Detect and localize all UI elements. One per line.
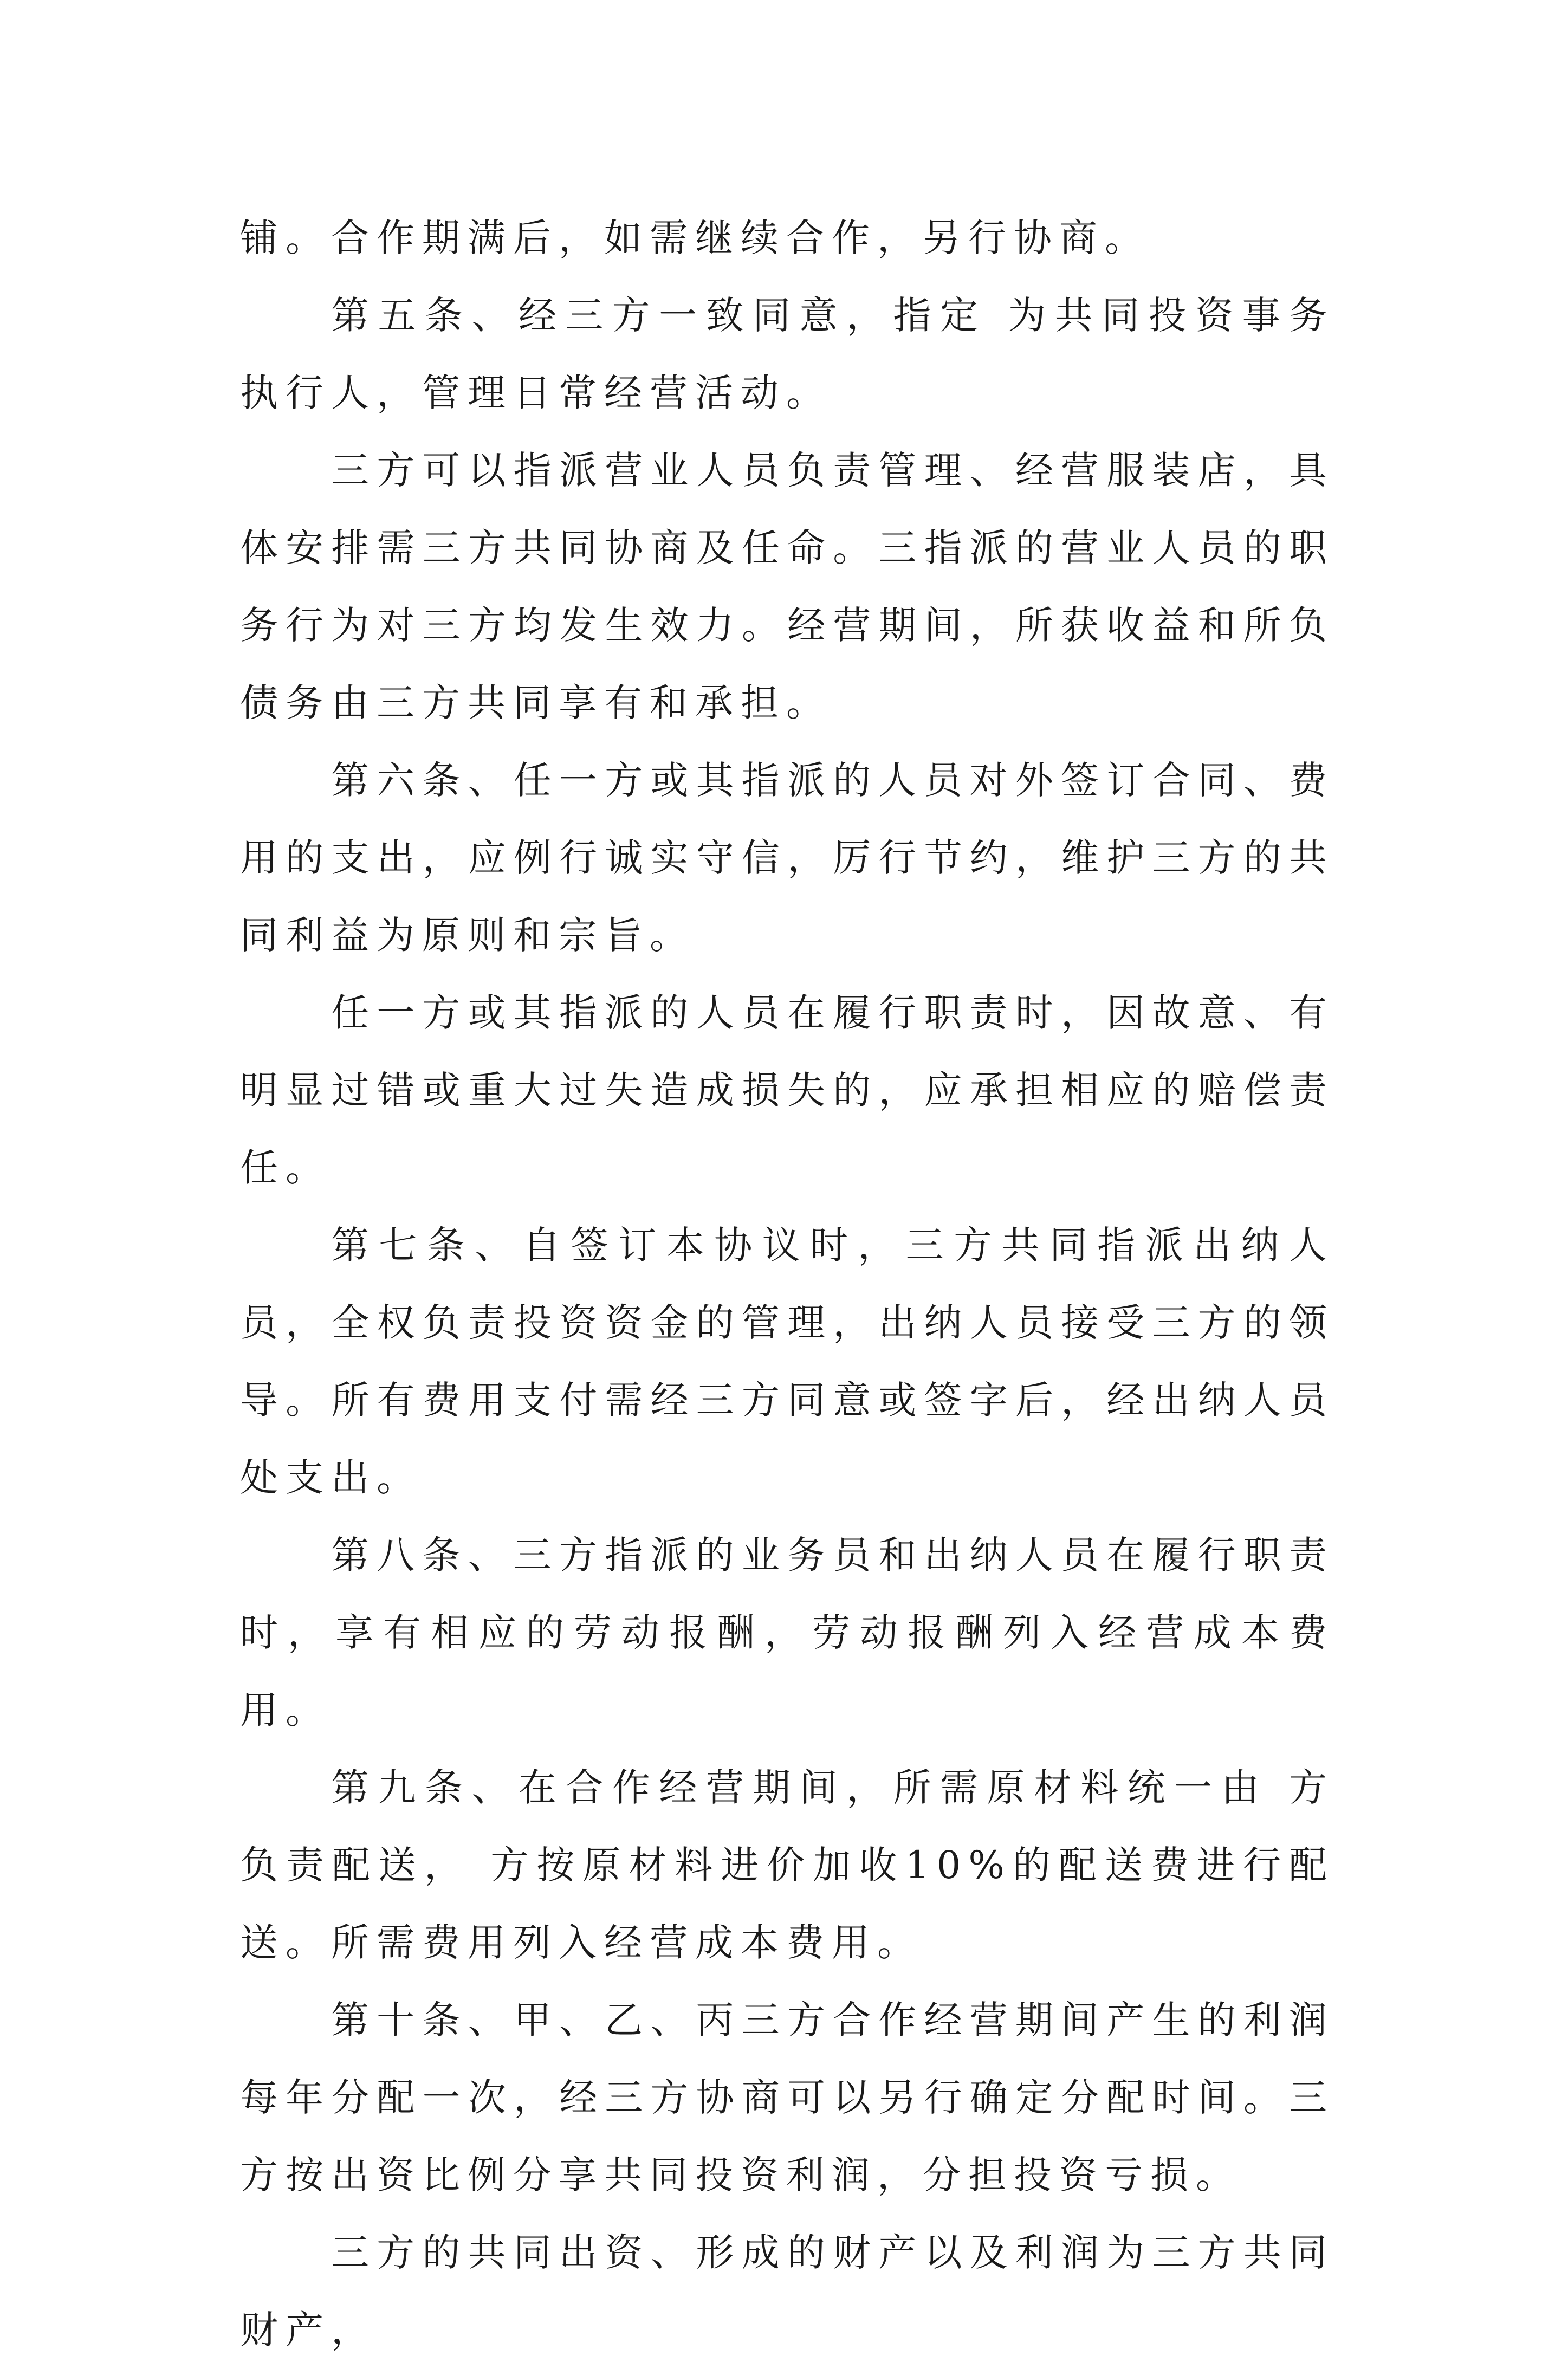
- paragraph-staff-assignment: 三方可以指派营业人员负责管理、经营服装店，具体安排需三方共同协商及任命。三指派的营业人员的职务行为对三方均发生效力。经营期间，所获收益和所负债务由三方共同享有和承担。: [240, 448, 1334, 725]
- paragraph-article-5: 第五条、经三方一致同意，指定 为共同投资事务执行人，管理日常经营活动。: [240, 293, 1334, 415]
- paragraph-article-10: 第十条、甲、乙、丙三方合作经营期间产生的利润每年分配一次，经三方协商可以另行确定分配时间。三方按出资比例分享共同投资利润，分担投资亏损。: [240, 1998, 1334, 2197]
- paragraph-liability: 任一方或其指派的人员在履行职责时，因故意、有明显过错或重大过失造成损失的，应承担相应的赔偿责任。: [240, 991, 1334, 1190]
- paragraph-common-property: 三方的共同出资、形成的财产以及利润为三方共同财产，: [240, 2230, 1334, 2352]
- paragraph-continuation: 铺。合作期满后，如需继续合作，另行协商。: [240, 216, 1150, 260]
- paragraph-article-8: 第八条、三方指派的业务员和出纳人员在履行职责时，享有相应的劳动报酬，劳动报酬列入经营成本费用。: [240, 1533, 1334, 1732]
- paragraph-article-6: 第六条、任一方或其指派的人员对外签订合同、费用的支出，应例行诚实守信，厉行节约，维护三方的共同利益为原则和宗旨。: [240, 758, 1334, 957]
- document-body: [240, 199, 1334, 2369]
- paragraph-article-7: 第七条、自签订本协议时，三方共同指派出纳人员，全权负责投资资金的管理，出纳人员接受三方的领导。所有费用支付需经三方同意或签字后，经出纳人员处支出。: [240, 1223, 1334, 1500]
- paragraph-article-9: 第九条、在合作经营期间，所需原材料统一由 方负责配送， 方按原材料进价加收10%的配送费进行配送。所需费用列入经营成本费用。: [240, 1765, 1334, 1965]
